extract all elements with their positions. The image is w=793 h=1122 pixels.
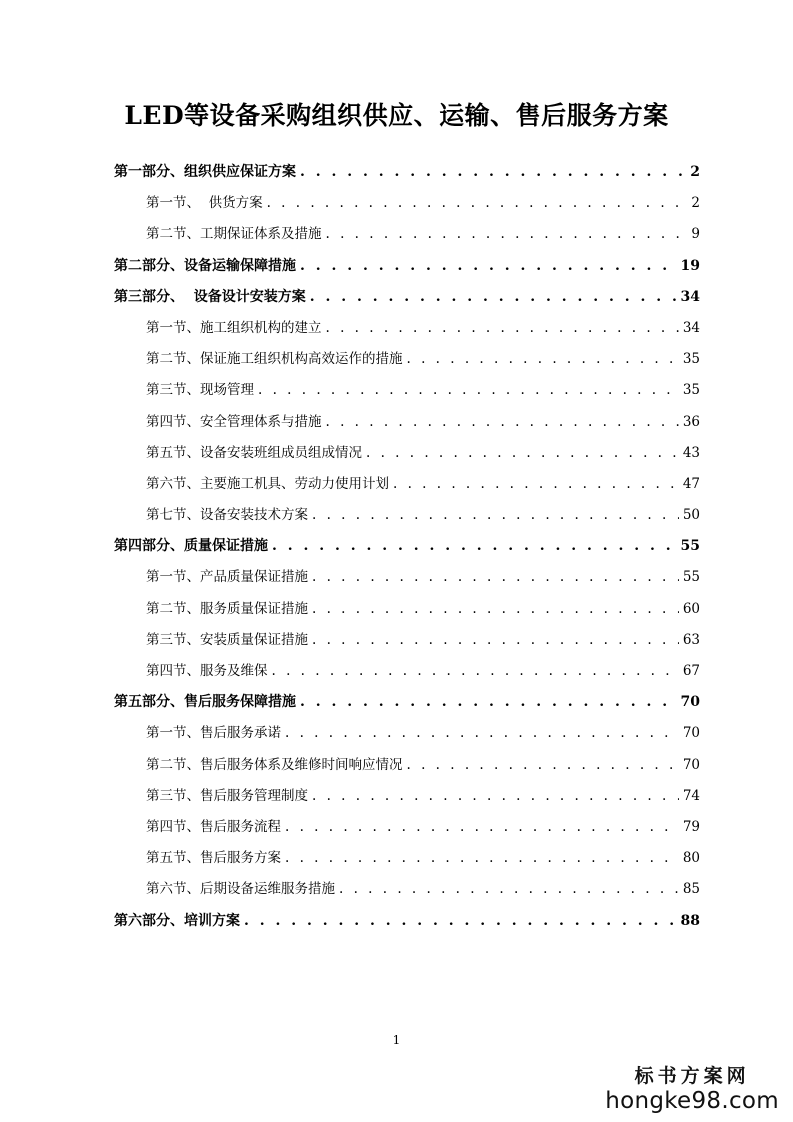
toc-dot-leader xyxy=(300,687,677,718)
toc-section-entry[interactable] xyxy=(0,718,793,749)
toc-entry-page: 80 xyxy=(682,850,700,867)
toc-dot-leader xyxy=(366,438,679,469)
toc-section-entry[interactable] xyxy=(0,781,793,812)
toc-entry-page: 50 xyxy=(682,507,700,524)
toc-part-entry[interactable] xyxy=(0,531,793,562)
toc-section-entry[interactable] xyxy=(0,562,793,593)
toc-entry-label: 第一节、售后服务承诺 xyxy=(146,725,281,742)
toc-section-entry[interactable] xyxy=(0,625,793,656)
toc-entry-page: 63 xyxy=(682,631,700,648)
toc-entry-page: 74 xyxy=(682,787,700,804)
toc-entry-page: 35 xyxy=(682,382,700,399)
toc-entry-page: 70 xyxy=(682,756,700,773)
toc-entry-page: 19 xyxy=(680,257,700,274)
toc-entry-label: 第五部分、售后服务保障措施 xyxy=(114,694,296,711)
watermark-logo xyxy=(605,1064,779,1114)
toc-entry-label: 第四部分、质量保证措施 xyxy=(114,538,268,555)
toc-entry-page: 36 xyxy=(682,413,700,430)
toc-dot-leader xyxy=(258,375,679,406)
toc-entry-page: 79 xyxy=(682,818,700,835)
toc-dot-leader xyxy=(312,625,679,656)
toc-entry-page: 85 xyxy=(682,881,700,898)
toc-dot-leader xyxy=(312,781,679,812)
toc-dot-leader xyxy=(326,219,688,250)
toc-section-entry[interactable] xyxy=(0,843,793,874)
toc-entry-label: 第五节、设备安装班组成员组成情况 xyxy=(146,444,362,461)
toc-entry-label: 第一部分、组织供应保证方案 xyxy=(114,164,296,180)
toc-dot-leader xyxy=(393,469,679,500)
toc-entry-label: 第五节、售后服务方案 xyxy=(146,850,281,867)
toc-entry-label: 第六节、主要施工机具、劳动力使用计划 xyxy=(146,475,389,492)
toc-section-entry[interactable] xyxy=(0,375,793,406)
toc-entry-page: 47 xyxy=(682,475,700,492)
toc-entry-label: 第三节、售后服务管理制度 xyxy=(146,787,308,804)
toc-dot-leader xyxy=(285,812,679,843)
toc-section-entry[interactable] xyxy=(0,407,793,438)
toc-entry-page: 70 xyxy=(682,725,700,742)
toc-entry-page: 55 xyxy=(680,538,700,555)
toc-entry-label: 第一节、 供货方案 xyxy=(146,195,263,212)
toc-part-entry[interactable] xyxy=(0,157,793,188)
toc-entry-page: 55 xyxy=(682,569,700,586)
toc-dot-leader xyxy=(300,157,686,188)
toc-section-entry[interactable] xyxy=(0,469,793,500)
toc-dot-leader xyxy=(267,188,688,219)
watermark-url-text: hongke98.com xyxy=(605,1088,779,1114)
toc-dot-leader xyxy=(285,843,679,874)
toc-entry-label: 第三节、现场管理 xyxy=(146,382,254,399)
toc-dot-leader xyxy=(326,407,679,438)
toc-dot-leader xyxy=(285,718,679,749)
toc-part-entry[interactable] xyxy=(0,282,793,313)
toc-section-entry[interactable] xyxy=(0,500,793,531)
toc-entry-label: 第二部分、设备运输保障措施 xyxy=(114,257,296,274)
toc-entry-page: 70 xyxy=(680,694,700,711)
toc-dot-leader xyxy=(339,874,679,905)
toc-dot-leader xyxy=(272,656,679,687)
toc-dot-leader xyxy=(407,344,679,375)
toc-entry-label: 第一节、施工组织机构的建立 xyxy=(146,319,322,336)
toc-section-entry[interactable] xyxy=(0,812,793,843)
toc-entry-label: 第三节、安装质量保证措施 xyxy=(146,631,308,648)
toc-dot-leader xyxy=(312,594,679,625)
toc-entry-page: 9 xyxy=(691,226,700,243)
toc-part-entry[interactable] xyxy=(0,251,793,282)
toc-entry-label: 第四节、服务及维保 xyxy=(146,663,268,679)
toc-entry-page: 60 xyxy=(682,600,700,617)
toc-entry-label: 第二节、售后服务体系及维修时间响应情况 xyxy=(146,756,403,773)
toc-entry-page: 43 xyxy=(682,444,700,461)
toc-dot-leader xyxy=(312,562,679,593)
toc-entry-label: 第三部分、 设备设计安装方案 xyxy=(114,288,306,305)
toc-entry-page: 34 xyxy=(680,288,700,305)
toc-section-entry[interactable] xyxy=(0,874,793,905)
toc-dot-leader xyxy=(300,251,677,282)
toc-entry-label: 第七节、设备安装技术方案 xyxy=(146,507,308,524)
toc-section-entry[interactable] xyxy=(0,344,793,375)
toc-section-entry[interactable] xyxy=(0,313,793,344)
toc-entry-label: 第二节、服务质量保证措施 xyxy=(146,600,308,617)
toc-entry-label: 第一节、产品质量保证措施 xyxy=(146,569,308,586)
toc-dot-leader xyxy=(310,282,677,313)
toc-section-entry[interactable] xyxy=(0,219,793,250)
watermark-cn-text: 标书方案网 xyxy=(634,1065,750,1087)
toc-entry-page: 88 xyxy=(680,912,700,929)
toc-section-entry[interactable] xyxy=(0,438,793,469)
toc-entry-page: 2 xyxy=(690,164,700,180)
toc-part-entry[interactable] xyxy=(0,687,793,718)
document-title: LED等设备采购组织供应、运输、售后服务方案 xyxy=(124,101,669,130)
toc-entry-label: 第二节、保证施工组织机构高效运作的措施 xyxy=(146,351,403,368)
toc-section-entry[interactable] xyxy=(0,594,793,625)
toc-dot-leader xyxy=(312,500,679,531)
table-of-contents xyxy=(0,157,793,937)
toc-dot-leader xyxy=(272,531,677,562)
toc-entry-page: 35 xyxy=(682,351,700,368)
toc-entry-label: 第六节、后期设备运维服务措施 xyxy=(146,881,335,898)
toc-entry-label: 第二节、工期保证体系及措施 xyxy=(146,226,322,243)
toc-section-entry[interactable] xyxy=(0,750,793,781)
toc-section-entry[interactable] xyxy=(0,656,793,687)
toc-dot-leader xyxy=(326,313,679,344)
toc-entry-page: 2 xyxy=(691,195,700,212)
toc-dot-leader xyxy=(407,750,679,781)
toc-entry-label: 第四节、安全管理体系与措施 xyxy=(146,413,322,430)
toc-part-entry[interactable] xyxy=(0,906,793,937)
page-number: 1 xyxy=(392,1033,401,1047)
toc-entry-label: 第四节、售后服务流程 xyxy=(146,818,281,835)
toc-section-entry[interactable] xyxy=(0,188,793,219)
toc-entry-page: 34 xyxy=(682,319,700,336)
toc-dot-leader xyxy=(244,906,677,937)
toc-entry-page: 67 xyxy=(682,663,700,679)
toc-entry-label: 第六部分、培训方案 xyxy=(114,912,240,929)
